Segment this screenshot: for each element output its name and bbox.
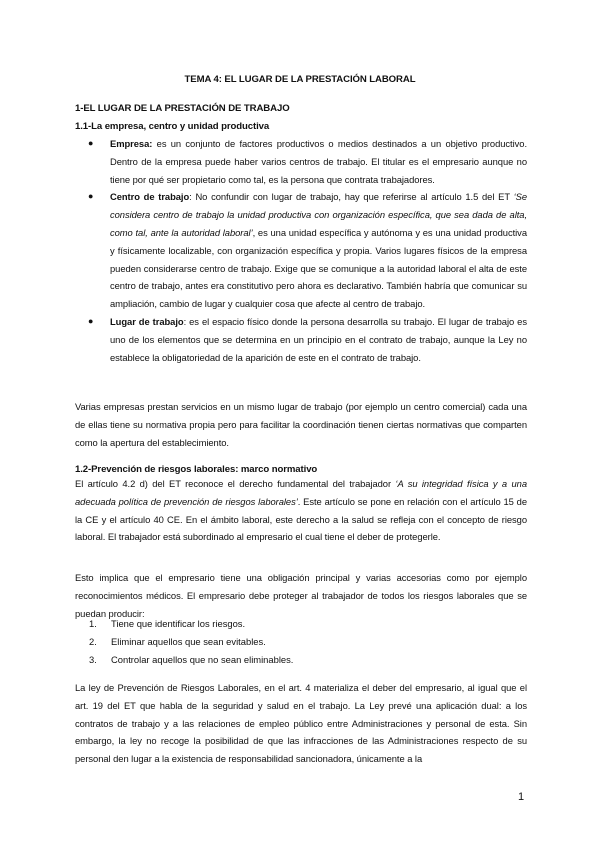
paragraph-articulo-4-2 <box>75 475 527 546</box>
text-centro-a: : No confundir con lugar de trabajo, hay que referirse al artículo 1.5 del ET <box>189 191 514 203</box>
quote-art-4-2: ‘A su integridad física y a una adecuada política de prevención de riesgos laborales’ <box>75 478 527 507</box>
text-empresa: es un conjunto de factores productivos o medios destinados a un objetivo productivo. Dentro de la empresa puede haber varios centros de trabajo. El titular es el empresario aunque no tiene por qué ser propietario como tal, es la persona que contrata trabajadores. <box>110 138 527 185</box>
list-item <box>89 651 529 669</box>
section-1-1-heading: 1.1-La empresa, centro y unidad productiva <box>75 121 270 132</box>
bullet-dot: ● <box>88 138 94 148</box>
term-centro-de-trabajo: Centro de trabajo <box>110 191 190 203</box>
bullet-empresa <box>88 135 527 188</box>
term-empresa: Empresa: <box>110 138 153 149</box>
term-lugar-de-trabajo: Lugar de trabajo <box>110 315 184 327</box>
quote-art-1-5: ‘Se considera centro de trabajo la unidad productiva con organización específica, que sea dada de alta, como tal, ante la autoridad laboral’ <box>110 191 527 238</box>
text-art42-a: El artículo 4.2 d) del ET reconoce el derecho fundamental del trabajador <box>75 478 396 489</box>
list-item <box>89 633 529 651</box>
section-1-heading: 1-EL LUGAR DE LA PRESTACIÓN DE TRABAJO <box>75 103 290 114</box>
document-title: TEMA 4: EL LUGAR DE LA PRESTACIÓN LABORAL <box>184 74 416 85</box>
list-number: 3. <box>89 653 97 665</box>
numbered-list <box>89 615 529 668</box>
bullet-dot: ● <box>88 191 94 202</box>
bullet-centro-de-trabajo <box>88 188 527 313</box>
section-1-2-heading: 1.2-Prevención de riesgos laborales: marco normativo <box>75 464 318 475</box>
list-text: Controlar aquellos que no sean eliminables. <box>111 653 294 665</box>
list-text: Eliminar aquellos que sean evitables. <box>111 635 266 647</box>
text-art42-b: . Este artículo se pone en relación con el artículo 15 de la CE y el artículo 40 CE. En el ámbito laboral, este derecho a la salud se refleja con el concepto de riesgo laboral. El trabajador está subordinado al empresario el cual tiene el deber de protegerle. <box>75 495 528 543</box>
text-lugar: : es el espacio físico donde la persona desarrolla su trabajo. El lugar de trabajo es uno de los elementos que se determina en un principio en el contrato de trabajo, aunque la Ley no establece la obligatoriedad de la aparición de este en el contrato de trabajo. <box>110 315 527 363</box>
bullet-dot: ● <box>88 315 94 326</box>
list-number: 2. <box>89 635 97 647</box>
paragraph-obligacion: Esto implica que el empresario tiene una obligación principal y varias accesorias como por ejemplo reconocimientos médicos. El empresario debe proteger al trabajador de todos los riesgos laborales que se puedan producir: <box>75 572 527 619</box>
list-text: Tiene que identificar los riesgos. <box>111 618 246 629</box>
list-item <box>89 615 529 633</box>
text-centro-b: , es una unidad específica y autónoma y es una unidad productiva y físicamente localizable, con organización específica y propia. Varios lugares físicos de la empresa pueden considerarse centro de trabajo. Exige que se comunique a la autoridad laboral el alta de este centro de trabajo, antes era constitutivo pero ahora es declarativo. También habría que comunicar su ampliación, cambio de lugar y cualquier cosa que afecte al centro de trabajo. <box>110 226 527 310</box>
list-number: 1. <box>89 618 97 629</box>
bullet-lugar-de-trabajo <box>88 313 527 366</box>
page-number: 1 <box>518 791 525 803</box>
paragraph-varias-empresas: Varias empresas prestan servicios en un mismo lugar de trabajo (por ejemplo un centro comercial) cada una de ellas tiene su normativa propia pero para facilitar la coordinación tienen ciertas normativas que comparten como la apertura del establecimiento. <box>75 401 527 448</box>
definitions-list <box>0 135 600 366</box>
paragraph-ley-prevencion: La ley de Prevención de Riesgos Laborales, en el art. 4 materializa el deber del empresario, al igual que el art. 19 del ET que habla de la seguridad y salud en el trabajo. La Ley prevé una aplicación dual: a los contratos de trabajo y a las relaciones de empleo público entre Administraciones y personal de esta. Sin embargo, la ley no recoge la posibilidad de que las infracciones de las Administraciones respecto de su personal den lugar a la existencia de responsabilidad sancionadora, únicamente a la <box>75 682 527 765</box>
